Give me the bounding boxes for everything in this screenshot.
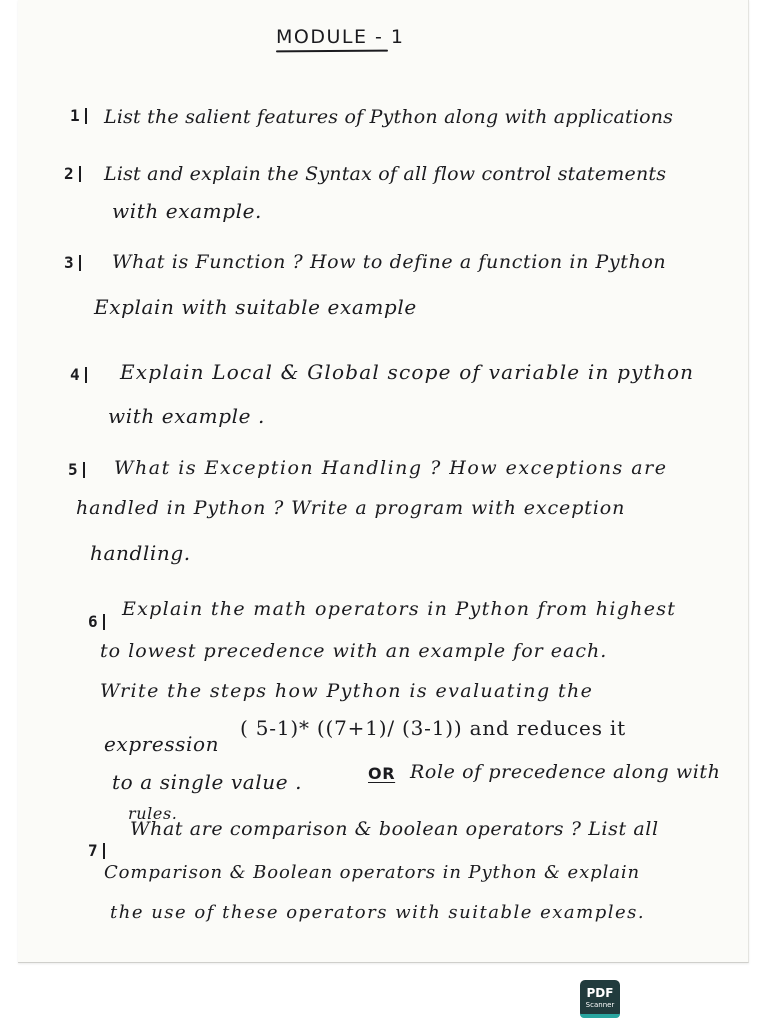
question-7-line-2: Comparison & Boolean operators in Python & explain	[104, 862, 641, 883]
page-title: MODULE - 1	[276, 26, 405, 48]
question-5-line-3: handling.	[90, 541, 191, 565]
question-6-line-9: rules.	[128, 804, 178, 823]
question-7-line-1: What are comparison & boolean operators ? List all	[130, 818, 659, 840]
question-6-line-1: Explain the math operators in Python from highest	[122, 598, 677, 620]
question-number-4: 4	[70, 367, 87, 383]
question-number-1: 1	[70, 108, 87, 124]
pdf-scanner-logo-main: PDF	[586, 986, 614, 1000]
question-6-or: OR	[368, 764, 396, 783]
question-4-line-1: Explain Local & Global scope of variable in python	[120, 360, 695, 384]
question-number-2: 2	[64, 166, 81, 182]
question-3-line-2: Explain with suitable example	[94, 295, 417, 319]
question-number-7: 7	[88, 843, 105, 859]
question-6-line-6: to a single value .	[112, 770, 303, 794]
question-6-line-4: expression	[104, 732, 220, 756]
notebook-page	[18, 0, 749, 963]
question-1-line-1: List the salient features of Python along with applications	[104, 106, 674, 128]
question-6-line-2: to lowest precedence with an example for each.	[100, 640, 608, 662]
question-6-expression: ( 5-1)* ((7+1)/ (3-1)) and reduces it	[240, 716, 626, 740]
question-7-line-3: the use of these operators with suitable examples.	[110, 902, 646, 923]
question-5-line-2: handled in Python ? Write a program with exception	[76, 497, 626, 519]
question-2-line-1: List and explain the Syntax of all flow control statements	[104, 163, 667, 185]
question-number-6: 6	[88, 614, 105, 630]
pdf-scanner-logo-sub: Scanner	[585, 1001, 615, 1009]
question-5-line-1: What is Exception Handling ? How exceptions are	[114, 457, 668, 479]
question-2-line-2: with example.	[112, 199, 262, 223]
pdf-scanner-logo-bar	[580, 1014, 620, 1018]
question-number-3: 3	[64, 255, 81, 271]
question-number-5: 5	[68, 462, 85, 478]
pdf-scanner-logo	[580, 980, 620, 1018]
question-3-line-1: What is Function ? How to define a function in Python	[112, 251, 667, 273]
question-6-line-8: Role of precedence along with	[410, 761, 721, 783]
question-6-line-3: Write the steps how Python is evaluating the	[100, 680, 594, 702]
title-underline	[276, 50, 388, 53]
question-4-line-2: with example .	[108, 404, 265, 428]
